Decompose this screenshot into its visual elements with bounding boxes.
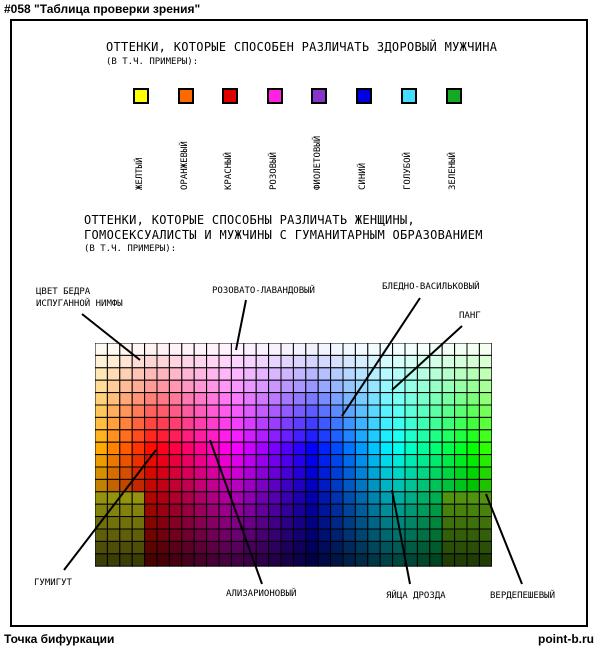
footer-brand: Точка бифуркации — [4, 632, 115, 646]
section2-heading-line2: ГОМОСЕКСУАЛИСТЫ И МУЖЧИНЫ С ГУМАНИТАРНЫМ ОБРАЗОВАНИЕМ — [84, 228, 483, 242]
label-cornflower: БЛЕДНО-ВАСИЛЬКОВЫЙ — [382, 282, 480, 292]
color-swatch-label: ЖЕЛТЫЙ — [135, 157, 145, 190]
color-swatch-label: ЗЕЛЕНЫЙ — [448, 152, 458, 190]
pointer-line-nymph — [82, 314, 140, 360]
section2-subheading: (В Т.Ч. ПРИМЕРЫ): — [84, 244, 177, 254]
color-swatch-label: КРАСНЫЙ — [224, 152, 234, 190]
color-swatch-label: ГОЛУБОЙ — [403, 152, 413, 190]
label-gummigut: ГУМИГУТ — [34, 578, 72, 588]
color-swatch-label: РОЗОВЫЙ — [269, 152, 279, 190]
pointer-line-verdepeshevy — [486, 494, 522, 584]
label-lavender: РОЗОВАТО-ЛАВАНДОВЫЙ — [212, 286, 315, 296]
section1-heading: ОТТЕНКИ, КОТОРЫЕ СПОСОБЕН РАЗЛИЧАТЬ ЗДОРОВЫЙ МУЖЧИНА — [106, 40, 498, 54]
label-thrush-egg: ЯЙЦА ДРОЗДА — [386, 591, 446, 601]
section2-heading-line1: ОТТЕНКИ, КОТОРЫЕ СПОСОБНЫ РАЗЛИЧАТЬ ЖЕНЩИНЫ, — [84, 213, 416, 227]
label-verdepeshevy: ВЕРДЕПЕШЕВЫЙ — [490, 591, 556, 601]
pointer-line-gummigut — [64, 450, 156, 570]
pointer-line-lavender — [236, 300, 246, 350]
section1-subheading: (В Т.Ч. ПРИМЕРЫ): — [106, 57, 199, 67]
color-swatch-label: ФИОЛЕТОВЫЙ — [313, 135, 323, 190]
comic-title: #058 "Таблица проверки зрения" — [4, 2, 201, 16]
pointer-line-alizarin — [210, 440, 262, 584]
pointer-line-cornflower — [342, 298, 420, 416]
color-swatch-label: СИНИЙ — [358, 162, 368, 190]
pointer-line-thrush — [392, 490, 410, 584]
label-alizarin: АЛИЗАРИОНОВЫЙ — [226, 589, 297, 599]
color-swatch-label: ОРАНЖЕВЫЙ — [180, 141, 190, 190]
label-pang: ПАНГ — [459, 311, 481, 321]
footer-url[interactable]: point-b.ru — [538, 632, 594, 646]
label-nymph-line2: ИСПУГАННОЙ НИМФЫ — [36, 299, 123, 309]
label-nymph-line1: ЦВЕТ БЕДРА — [36, 287, 91, 297]
pointer-line-pang — [392, 326, 462, 390]
